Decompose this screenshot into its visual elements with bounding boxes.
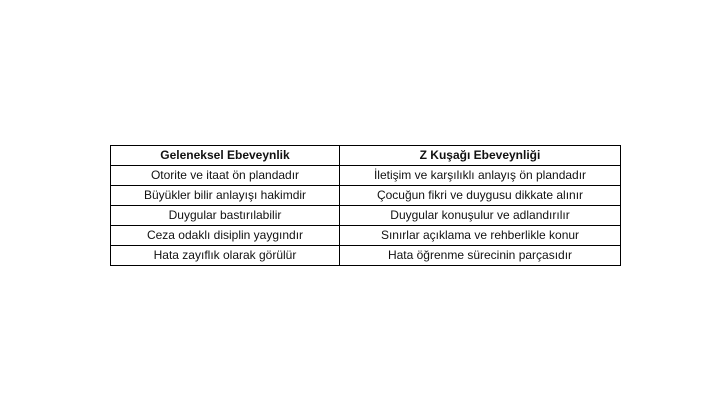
cell-gen-z: Hata öğrenme sürecinin parçasıdır [340, 246, 621, 266]
cell-gen-z: Sınırlar açıklama ve rehberlikle konur [340, 226, 621, 246]
cell-gen-z: Duygular konuşulur ve adlandırılır [340, 206, 621, 226]
header-traditional-parenting: Geleneksel Ebeveynlik [111, 146, 340, 166]
table-header [111, 146, 621, 166]
cell-traditional: Otorite ve itaat ön plandadır [111, 166, 340, 186]
table-row [111, 206, 621, 226]
table-row [111, 166, 621, 186]
table-row [111, 246, 621, 266]
cell-traditional: Hata zayıflık olarak görülür [111, 246, 340, 266]
header-row [111, 146, 621, 166]
cell-gen-z: İletişim ve karşılıklı anlayış ön plandadır [340, 166, 621, 186]
cell-traditional: Ceza odaklı disiplin yaygındır [111, 226, 340, 246]
cell-traditional: Duygular bastırılabilir [111, 206, 340, 226]
table-row [111, 186, 621, 206]
header-gen-z-parenting: Z Kuşağı Ebeveynliği [340, 146, 621, 166]
cell-traditional: Büyükler bilir anlayışı hakimdir [111, 186, 340, 206]
table-row [111, 226, 621, 246]
table-body [111, 166, 621, 266]
cell-gen-z: Çocuğun fikri ve duygusu dikkate alınır [340, 186, 621, 206]
comparison-table [110, 145, 621, 266]
